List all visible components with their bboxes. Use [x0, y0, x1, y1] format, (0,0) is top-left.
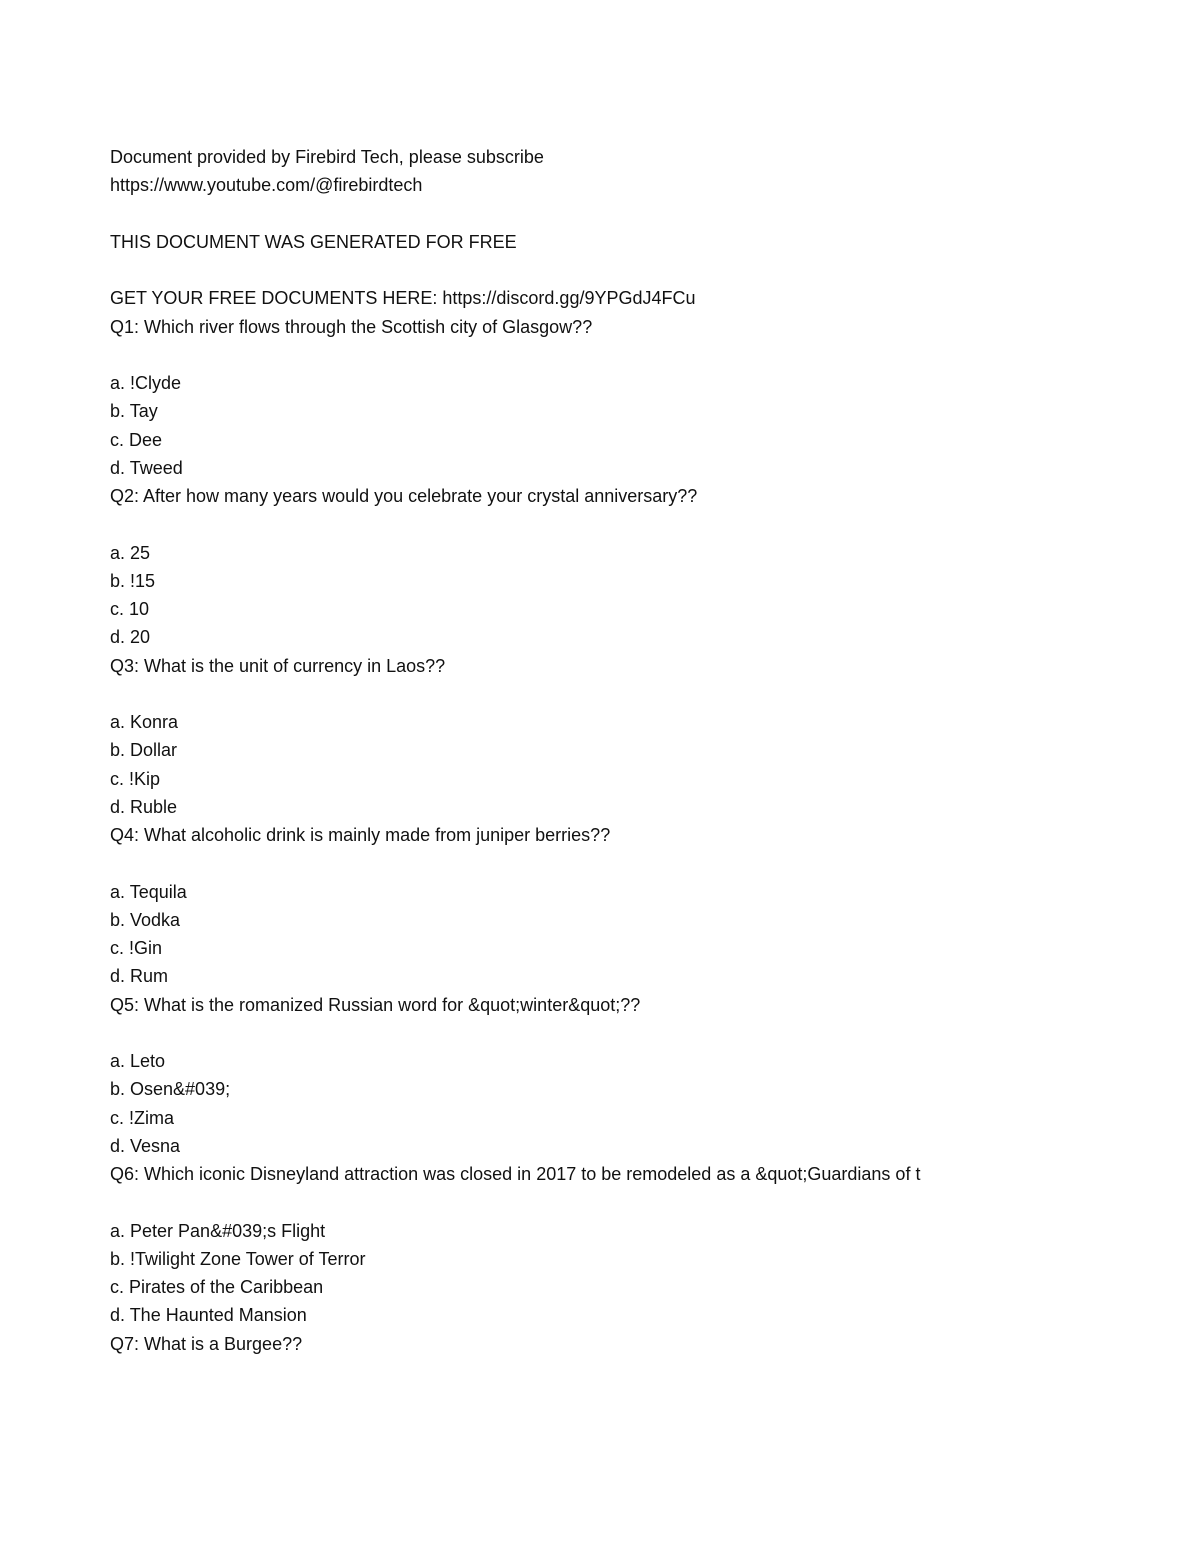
question-1-option-b: b. Tay [110, 401, 158, 422]
youtube-url-line: https://www.youtube.com/@firebirdtech [110, 175, 423, 196]
document-body [110, 143, 1110, 1358]
question-5-option-b: b. Osen&#039; [110, 1079, 231, 1100]
blank-line [110, 510, 1110, 538]
question-4: Q4: What alcoholic drink is mainly made from juniper berries?? [110, 825, 611, 845]
get-documents-line: GET YOUR FREE DOCUMENTS HERE: https://discord.gg/9YPGdJ4FCu [110, 288, 696, 309]
question-3: Q3: What is the unit of currency in Laos?? [110, 655, 446, 676]
question-4-option-d: d. Rum [110, 966, 169, 987]
question-1: Q1: Which river flows through the Scottish city of Glasgow?? [110, 316, 593, 337]
question-2-option-c: c. 10 [110, 599, 150, 619]
generated-notice-line: THIS DOCUMENT WAS GENERATED FOR FREE [110, 231, 517, 252]
question-6-option-a: a. Peter Pan&#039;s Flight [110, 1220, 326, 1241]
question-5-option-a: a. Leto [110, 1051, 166, 1071]
question-7: Q7: What is a Burgee?? [110, 1333, 303, 1354]
question-4-option-c: c. !Gin [110, 938, 163, 958]
blank-line [110, 1188, 1110, 1216]
question-2: Q2: After how many years would you celebrate your crystal anniversary?? [110, 486, 698, 506]
question-2-option-a: a. 25 [110, 542, 151, 563]
question-1-option-d: d. Tweed [110, 457, 183, 478]
blank-line [110, 256, 1110, 284]
question-6-option-c: c. Pirates of the Caribbean [110, 1277, 324, 1297]
question-5-option-d: d. Vesna [110, 1135, 181, 1156]
question-6: Q6: Which iconic Disneyland attraction was closed in 2017 to be remodeled as a &quot;Guardians of t [110, 1164, 921, 1184]
provided-by-line: Document provided by Firebird Tech, please subscribe [110, 147, 544, 167]
blank-line [110, 200, 1110, 228]
blank-line [110, 341, 1110, 369]
question-6-option-d: d. The Haunted Mansion [110, 1305, 307, 1326]
blank-line [110, 1019, 1110, 1047]
blank-line [110, 680, 1110, 708]
question-6-option-b: b. !Twilight Zone Tower of Terror [110, 1248, 366, 1269]
question-3-option-b: b. Dollar [110, 740, 178, 761]
question-2-option-d: d. 20 [110, 627, 151, 648]
question-4-option-b: b. Vodka [110, 909, 181, 930]
blank-line [110, 849, 1110, 877]
question-5: Q5: What is the romanized Russian word for &quot;winter&quot;?? [110, 994, 641, 1015]
question-3-option-d: d. Ruble [110, 796, 178, 817]
question-2-option-b: b. !15 [110, 570, 156, 591]
question-3-option-c: c. !Kip [110, 768, 161, 789]
question-1-option-a: a. !Clyde [110, 373, 182, 393]
question-5-option-c: c. !Zima [110, 1107, 175, 1128]
question-1-option-c: c. Dee [110, 429, 163, 450]
question-3-option-a: a. Konra [110, 712, 179, 732]
question-4-option-a: a. Tequila [110, 881, 187, 902]
